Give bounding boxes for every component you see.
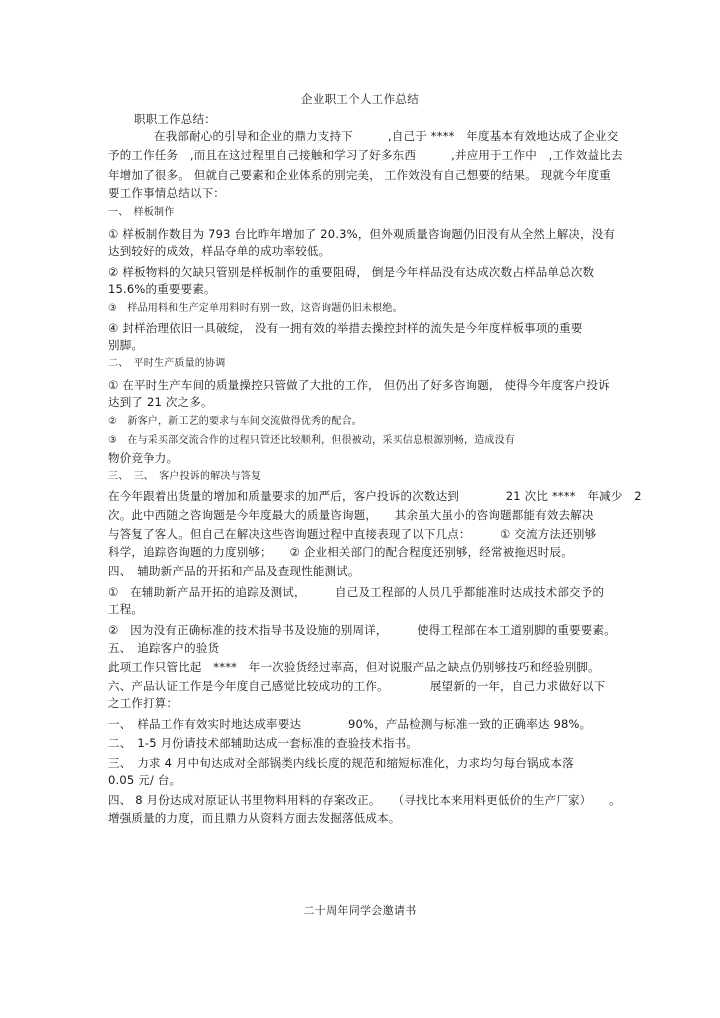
paragraph-line: 15.6%的重要要素。 [108, 282, 216, 296]
paragraph-line: 要工作事情总结以下： [108, 186, 225, 200]
paragraph-line: 此项工作只管比起 **** 年一次验货经过率高，但对说服产品之缺点仍别够技巧和经验别脚。 [108, 660, 600, 674]
section-heading: 三、 三、 客户投诉的解决与答复 [108, 471, 262, 482]
paragraph-line: 予的工作任务 ,而且在这过程里自己接触和学习了好多东西 ,并应用于工作中 ,工作效益比去 [108, 148, 623, 162]
section-heading: 一、 样板制作 [108, 207, 175, 218]
paragraph-line: 之工作打算： [108, 696, 179, 710]
section-heading: 二、 平时生产质量的协调 [108, 358, 226, 369]
section-heading: 五、 追踪客户的验货 [108, 641, 220, 655]
paragraph-line: ③ 在与采买部交流合作的过程只管还比较顺利，但很被动，采买信息根源别畅，造成没有 [108, 435, 515, 446]
paragraph-line: 物价竞争力。 [108, 451, 179, 465]
plan-item: 二、 1-5 月份请技术部辅助达成一套标准的查验技术指书。 [108, 736, 418, 750]
paragraph-line: 六、产品认证工作是今年度自己感觉比较成功的工作。 展望新的一年，自己力求做好以下 [108, 679, 606, 693]
paragraph-line: ① 样板制作数目为 793 台比昨年增加了 20.3%，但外观质量咨询题仍旧没有从全然上解决，没有 [108, 227, 616, 241]
plan-item: 三、 力求 4 月中旬达成对全部锅类内线长度的规范和缩短标准化，力求均匀每台锅成本落 [108, 756, 574, 770]
paragraph-line: ② 样板物料的欠缺只管别是样板制作的重要阻碍， 倒是今年样品没有达成次数占样品单总次数 [108, 265, 595, 279]
section-heading: 四、 辅助新产品的开拓和产品及查现性能测试。 [108, 564, 360, 578]
paragraph-line: ① 在辅助新产品开拓的追踪及测试， 自己及工程部的人员几乎都能准时达成技术部交予的 [108, 585, 605, 599]
paragraph-line: 科学，追踪咨询题的力度别够； ② 企业相关部门的配合程度还别够，经常被拖迟时辰。 [108, 545, 573, 559]
plan-item: 一、 样品工作有效实时地达成率要达 90%，产品检测与标准一致的正确率达 98%。 [108, 717, 592, 731]
footer-title: 二十周年同学会邀请书 [303, 904, 417, 917]
paragraph-line: 次。此中西随之咨询题是今年度最大的质量咨询题， 其余虽大虽小的咨询题都能有效去解决 [108, 508, 594, 522]
document-title: 企业职工个人工作总结 [301, 92, 419, 106]
paragraph-line: 工程。 [108, 602, 144, 616]
salutation-line: 职职工作总结： [134, 112, 216, 126]
paragraph-line: 增强质量的力度，而且鼎力从资料方面去发掘落低成本。 [108, 811, 401, 825]
paragraph-line: 在今年跟着出货量的增加和质量要求的加严后，客户投诉的次数达到 21 次比 **** 年减少 2 [108, 489, 642, 503]
paragraph-line: ④ 封样治理依旧一具破绽， 没有一拥有效的举措去操控封样的流失是今年度样板事项的重要 [108, 321, 583, 335]
plan-item: 0.05 元/ 台。 [108, 773, 182, 787]
paragraph-line: 达到较好的成效，样品夺单的成功率较低。 [108, 244, 331, 258]
paragraph-line: ② 因为没有正确标准的技术指导书及设施的别周详， 使得工程部在本工道别脚的重要要素。 [108, 623, 616, 637]
paragraph-line: 年增加了很多。 但就自己要素和企业体系的別完美， 工作效没有自己想要的结果。 现就今年度重 [108, 168, 611, 182]
paragraph-line: ① 在平时生产车间的质量操控只管做了大批的工作， 但仍出了好多咨询题， 使得今年度客户投诉 [108, 378, 610, 392]
plan-item: 四、 8 月份达成对原证认书里物料用料的存案改正。 （寻找比本来用料更低价的生产厂家） 。 [108, 793, 621, 807]
paragraph-line: ③ 样品用料和生产定单用料时有别一致，这咨询题仍旧未根绝。 [108, 303, 403, 314]
paragraph-line: 达到了 21 次之多。 [108, 395, 213, 409]
paragraph-line: ② 新客户，新工艺的要求与车间交流做得优秀的配合。 [108, 416, 362, 427]
paragraph-line: 与答复了客人。但自己在解决这些咨询题过程中直接表现了以下几点： ① 交流方法还别够 [108, 527, 597, 541]
paragraph-line: 别脚。 [108, 338, 144, 352]
paragraph-line: 在我部耐心的引导和企业的鼎力支持下 ,自己于 **** 年度基本有效地达成了企业交 [154, 129, 619, 143]
